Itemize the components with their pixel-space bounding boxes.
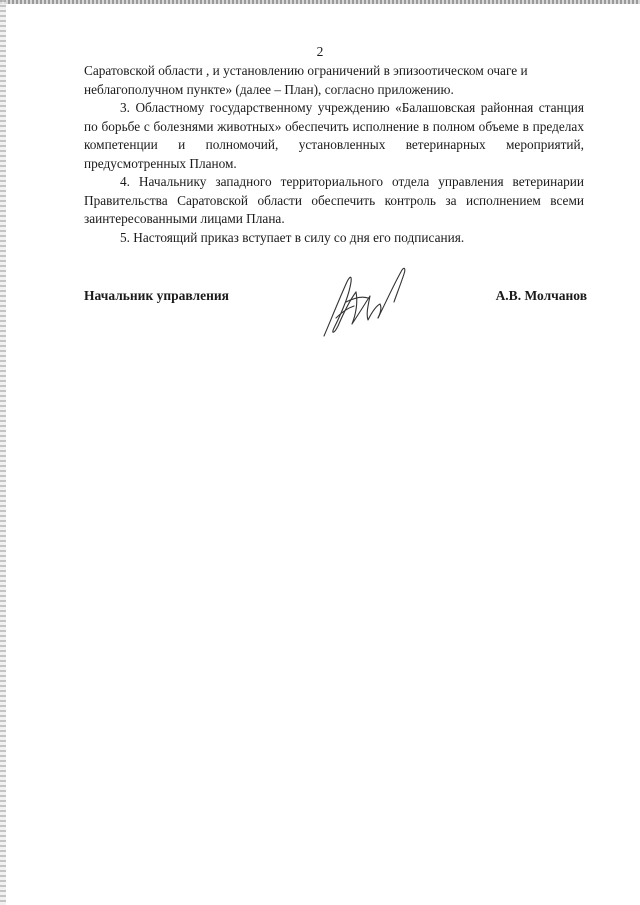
page-number: 2 bbox=[316, 44, 324, 59]
handwritten-signature bbox=[316, 262, 412, 342]
document-body bbox=[84, 62, 584, 247]
scan-top-edge bbox=[0, 0, 640, 4]
paragraph-continuation: Саратовской области , и установлению ограничений в эпизоотическом очаге и неблагополучном пункте» (далее – План), согласно приложению. bbox=[84, 63, 528, 97]
paragraph-item-5: 5. Настоящий приказ вступает в силу со дня его подписания. bbox=[120, 229, 465, 245]
signatory-title: Начальник управления bbox=[84, 288, 229, 303]
signatory-name: А.В. Молчанов bbox=[495, 288, 587, 303]
paragraph-item-3: 3. Областному государственному учреждению «Балашовская районная станция по борьбе с болезнями животных» обеспечить исполнение в полном объеме в пределах компетенции и полномочий, установленных ветеринарных мероприятий, предусмотренных Планом. bbox=[84, 100, 584, 171]
paragraph-item-4: 4. Начальнику западного территориального отдела управления ветеринарии Правительства Саратовской области обеспечить контроль за исполнением всеми заинтересованными лицами Плана. bbox=[84, 174, 584, 226]
scan-left-edge bbox=[0, 0, 6, 905]
